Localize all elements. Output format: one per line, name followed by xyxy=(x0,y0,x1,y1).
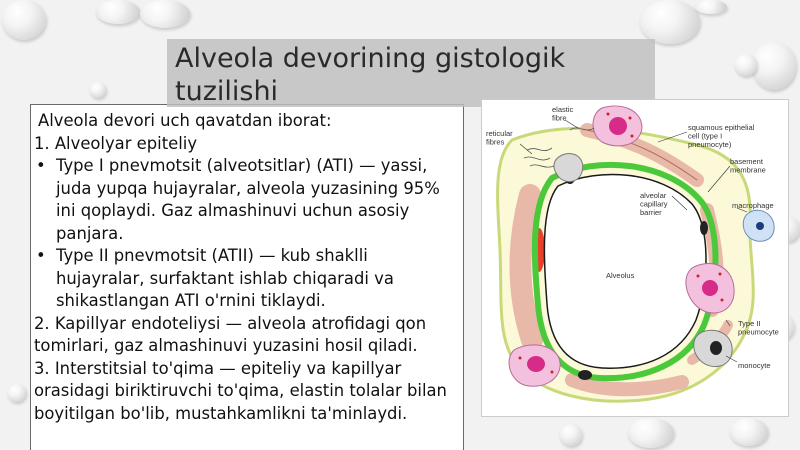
water-drop xyxy=(752,42,796,90)
type2-pneumocyte xyxy=(593,106,642,146)
content-panel xyxy=(30,104,464,450)
label-macrophage: macrophage xyxy=(732,201,774,210)
water-drop xyxy=(140,0,190,28)
macrophage-cell xyxy=(743,210,774,241)
list-item-interstitium: 3. Interstitsial to'qima — epiteliy va kapillyar orasidagi biriktiruvchi to'qima, elastin tolalar bilan boyitilgan bo'lib, mustahkamlikni ta'minlaydi. xyxy=(34,358,447,423)
label-type2: Type II pneumocyte xyxy=(738,319,779,337)
water-drop xyxy=(640,0,700,44)
capillary-segment xyxy=(521,195,533,340)
label-monocyte: monocyte xyxy=(738,361,771,370)
title-banner xyxy=(167,39,655,107)
body-text xyxy=(34,110,459,425)
list-item-endothelium: 2. Kapillyar endoteliysi — alveola atrofidagi qon tomirlari, gaz almashinuvi yuzasini hosil qiladi. xyxy=(34,313,427,355)
alveolus-illustration xyxy=(482,100,788,416)
water-drop xyxy=(2,0,46,40)
water-drop xyxy=(90,82,106,98)
pneumocyte-nucleus xyxy=(700,221,708,235)
water-drop xyxy=(695,0,727,14)
water-drop xyxy=(8,384,26,402)
label-squamous-cell: squamous epithelial cell (type I pneumocyte) xyxy=(688,123,755,149)
water-drop xyxy=(735,54,757,76)
label-reticular-fibres: reticular fibres xyxy=(486,129,513,147)
bullet-type2: • Type II pnevmotsit (ATII) — kub shaklli hujayralar, surfaktant ishlab chiqaradi va shikastlangan ATI o'rnini tiklaydi. xyxy=(34,245,459,313)
list-item-epithelium: 1. Alveolyar epiteliy xyxy=(34,133,198,153)
alveolus-diagram xyxy=(481,99,789,417)
label-barrier: alveolar capillary barrier xyxy=(640,191,668,217)
label-elastic-fibre: elastic fibre xyxy=(552,105,574,123)
bullet-type1: • Type I pnevmotsit (alveotsitlar) (ATI) — yassi, juda yupqa hujayralar, alveola yuzasining 95% ini qoplaydi. Gaz almashinuvi uchun asosiy panjara. xyxy=(34,155,459,245)
water-drop xyxy=(96,0,140,24)
slide-title: Alveola devorining gistologik tuzilishi xyxy=(175,43,566,107)
pneumocyte-nucleus xyxy=(578,370,592,380)
label-alveolus: Alveolus xyxy=(606,271,635,280)
water-drop xyxy=(730,418,768,446)
water-drop xyxy=(628,418,674,448)
label-basement-membrane: basement membrane xyxy=(730,157,766,175)
water-drop xyxy=(560,424,582,446)
intro-line: Alveola devori uch qavatdan iborat: xyxy=(38,111,332,130)
type2-pneumocyte xyxy=(509,345,560,386)
